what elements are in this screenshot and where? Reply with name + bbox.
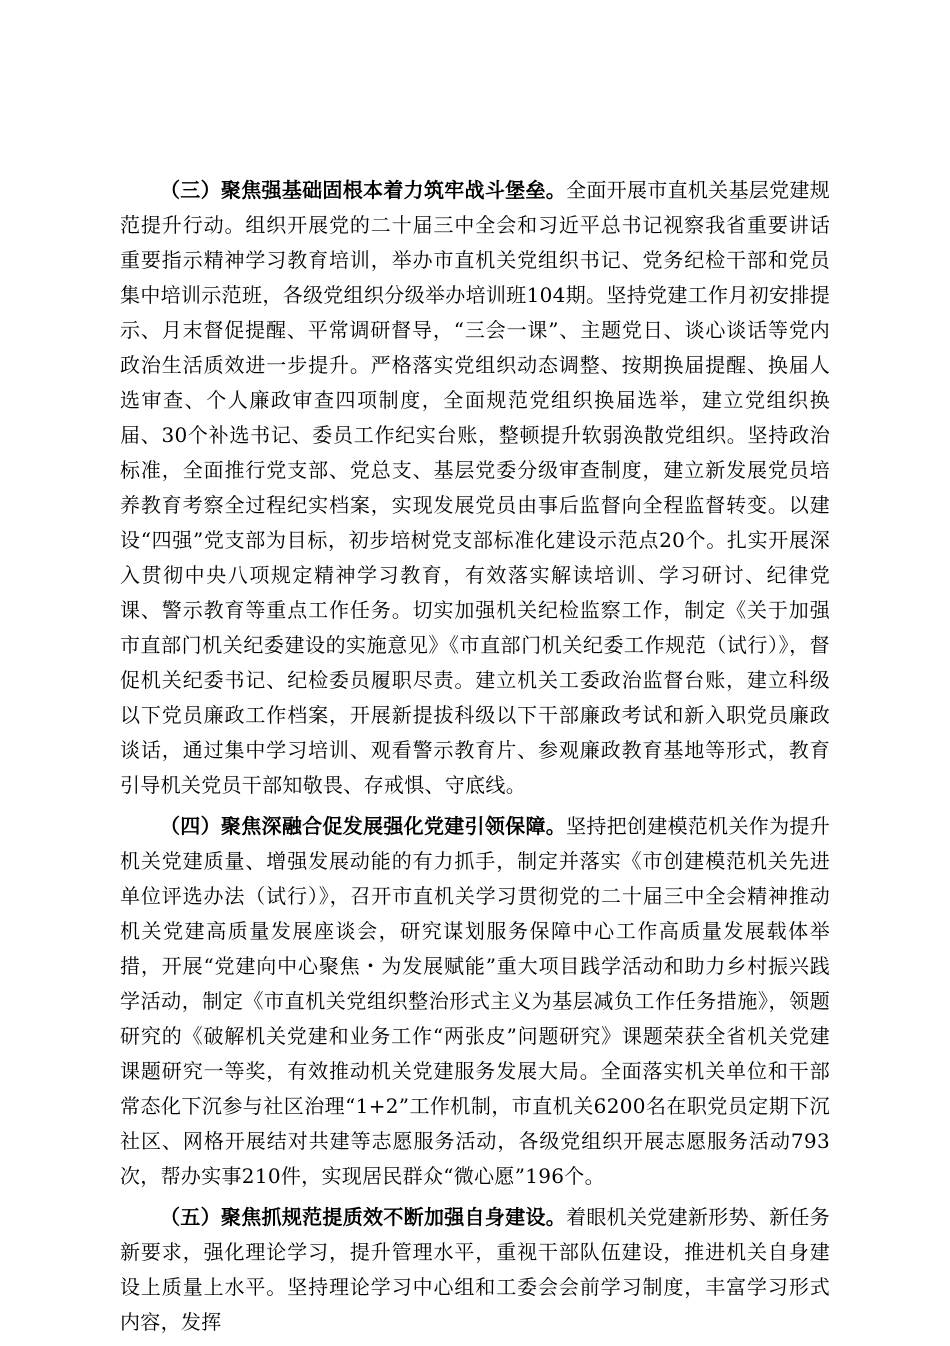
- section-4-heading: （四）聚焦深融合促发展强化党建引领保障。: [160, 814, 567, 838]
- section-5-body: 着眼机关党建新形势、新任务新要求，强化理论学习，提升管理水平，重视干部队伍建设，推进机关自身建设上质量上水平。坚持理论学习中心组和工委会会前学习制度，丰富学习形式内容，发挥: [120, 1205, 830, 1334]
- paragraph-section-4: [120, 809, 830, 1194]
- section-5-heading: （五）聚焦抓规范提质效不断加强自身建设。: [160, 1205, 567, 1229]
- paragraph-section-3: [120, 173, 830, 803]
- paragraph-section-5: [120, 1200, 830, 1340]
- document-body: [120, 173, 830, 1346]
- section-3-body: 全面开展市直机关基层党建规范提升行动。组织开展党的二十届三中全会和习近平总书记视察我省重要讲话重要指示精神学习教育培训，举办市直机关党组织书记、党务纪检干部和党员集中培训示范班，各级党组织分级举办培训班104期。坚持党建工作月初安排提示、月末督促提醒、平常调研督导，“三会一课”、主题党日、谈心谈话等党内政治生活质效进一步提升。严格落实党组织动态调整、按期换届提醒、换届人选审查、个人廉政审查四项制度，全面规范党组织换届选举，建立党组织换届、30个补选书记、委员工作纪实台账，整顿提升软弱涣散党组织。坚持政治标准，全面推行党支部、党总支、基层党委分级审查制度，建立新发展党员培养教育考察全过程纪实档案，实现发展党员由事后监督向全程监督转变。以建设“四强”党支部为目标，初步培树党支部标准化建设示范点20个。扎实开展深入贯彻中央八项规定精神学习教育，有效落实解读培训、学习研讨、纪律党课、警示教育等重点工作任务。切实加强机关纪检监察工作，制定《关于加强市直部门机关纪委建设的实施意见》《市直部门机关纪委工作规范（试行）》，督促机关纪委书记、纪检委员履职尽责。建立机关工委政治监督台账，建立科级以下党员廉政工作档案，开展新提拔科级以下干部廉政考试和新入职党员廉政谈话，通过集中学习培训、观看警示教育片、参观廉政教育基地等形式，教育引导机关党员干部知敬畏、存戒惧、守底线。: [120, 178, 830, 797]
- section-4-body: 坚持把创建模范机关作为提升机关党建质量、增强发展动能的有力抓手，制定并落实《市创建模范机关先进单位评选办法（试行）》，召开市直机关学习贯彻党的二十届三中全会精神推动机关党建高质量发展座谈会，研究谋划服务保障中心工作高质量发展载体举措，开展“党建向中心聚焦・为发展赋能”重大项目践学活动和助力乡村振兴践学活动，制定《市直机关党组织整治形式主义为基层减负工作任务措施》，领题研究的《破解机关党建和业务工作“两张皮”问题研究》课题荣获全省机关党建课题研究一等奖，有效推动机关党建服务发展大局。全面落实机关单位和干部常态化下沉参与社区治理“1+2”工作机制，市直机关6200名在职党员定期下沉社区、网格开展结对共建等志愿服务活动，各级党组织开展志愿服务活动793次，帮办实事210件，实现居民群众“微心愿”196个。: [120, 814, 830, 1188]
- section-3-heading: （三）聚焦强基础固根本着力筑牢战斗堡垒。: [160, 178, 567, 202]
